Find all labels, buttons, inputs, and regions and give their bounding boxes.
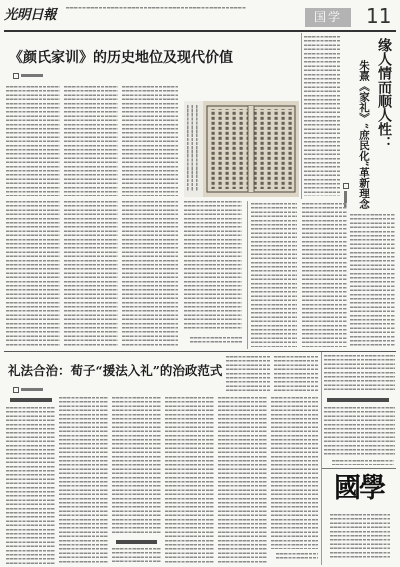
article-headline-yanshi: 《颜氏家训》的历史地位及现代价值 [9, 50, 233, 66]
column-divider [301, 33, 302, 199]
body-text-column [302, 203, 347, 347]
body-text-column [165, 397, 214, 564]
section-logo [322, 470, 396, 565]
body-text-column [64, 86, 118, 196]
section-label: 国学 [305, 8, 351, 27]
body-text-column [6, 201, 60, 347]
body-text-column [324, 355, 395, 393]
author-affiliation [190, 337, 242, 345]
body-text-column [226, 356, 270, 394]
byline-author [21, 74, 43, 77]
body-text-column [304, 36, 341, 196]
section-logo-text: 國學 [334, 473, 384, 504]
byline-marker-icon [343, 183, 349, 189]
article-headline-zhuxi-line2: 朱熹《家礼》“庶民化”革新理念 [358, 60, 370, 209]
header-info-line [66, 7, 246, 11]
body-text-column [251, 203, 297, 347]
article-subheading [10, 398, 52, 402]
body-text-column [218, 397, 267, 564]
illustration-caption-panel [184, 101, 203, 197]
body-text-column [122, 201, 178, 347]
article-headline-lifa: 礼法合治：荀子“援法入礼”的治政范式 [8, 363, 223, 378]
ancient-book-image [203, 101, 299, 197]
section-rule [4, 351, 396, 352]
body-text-column [64, 201, 118, 347]
body-text-column [271, 397, 318, 549]
editor-credits [330, 514, 390, 560]
article-headline-zhuxi-line1: 缘人情而顺人性： [376, 38, 392, 150]
body-text-column [184, 201, 242, 331]
body-text-column [112, 548, 161, 564]
article-subheading [327, 398, 389, 402]
body-text-column [59, 397, 108, 564]
body-text-column [274, 356, 318, 394]
byline-author [21, 388, 43, 391]
article-subheading [116, 540, 157, 544]
body-text-column [6, 86, 60, 196]
author-affiliation [276, 553, 318, 561]
column-divider [247, 201, 248, 349]
header-rule [4, 30, 396, 32]
body-text-column [324, 407, 395, 457]
logo-rule [322, 468, 396, 469]
body-text-column [350, 214, 395, 347]
author-affiliation [332, 460, 394, 465]
byline-marker-icon [13, 73, 19, 79]
newspaper-masthead: 光明日報 [4, 7, 56, 23]
page-number: 11 [366, 4, 392, 28]
body-text-column [6, 407, 55, 564]
byline-marker-icon [13, 387, 19, 393]
illustration-caption [187, 105, 200, 191]
body-text-column [112, 397, 161, 535]
body-text-column [122, 86, 178, 196]
